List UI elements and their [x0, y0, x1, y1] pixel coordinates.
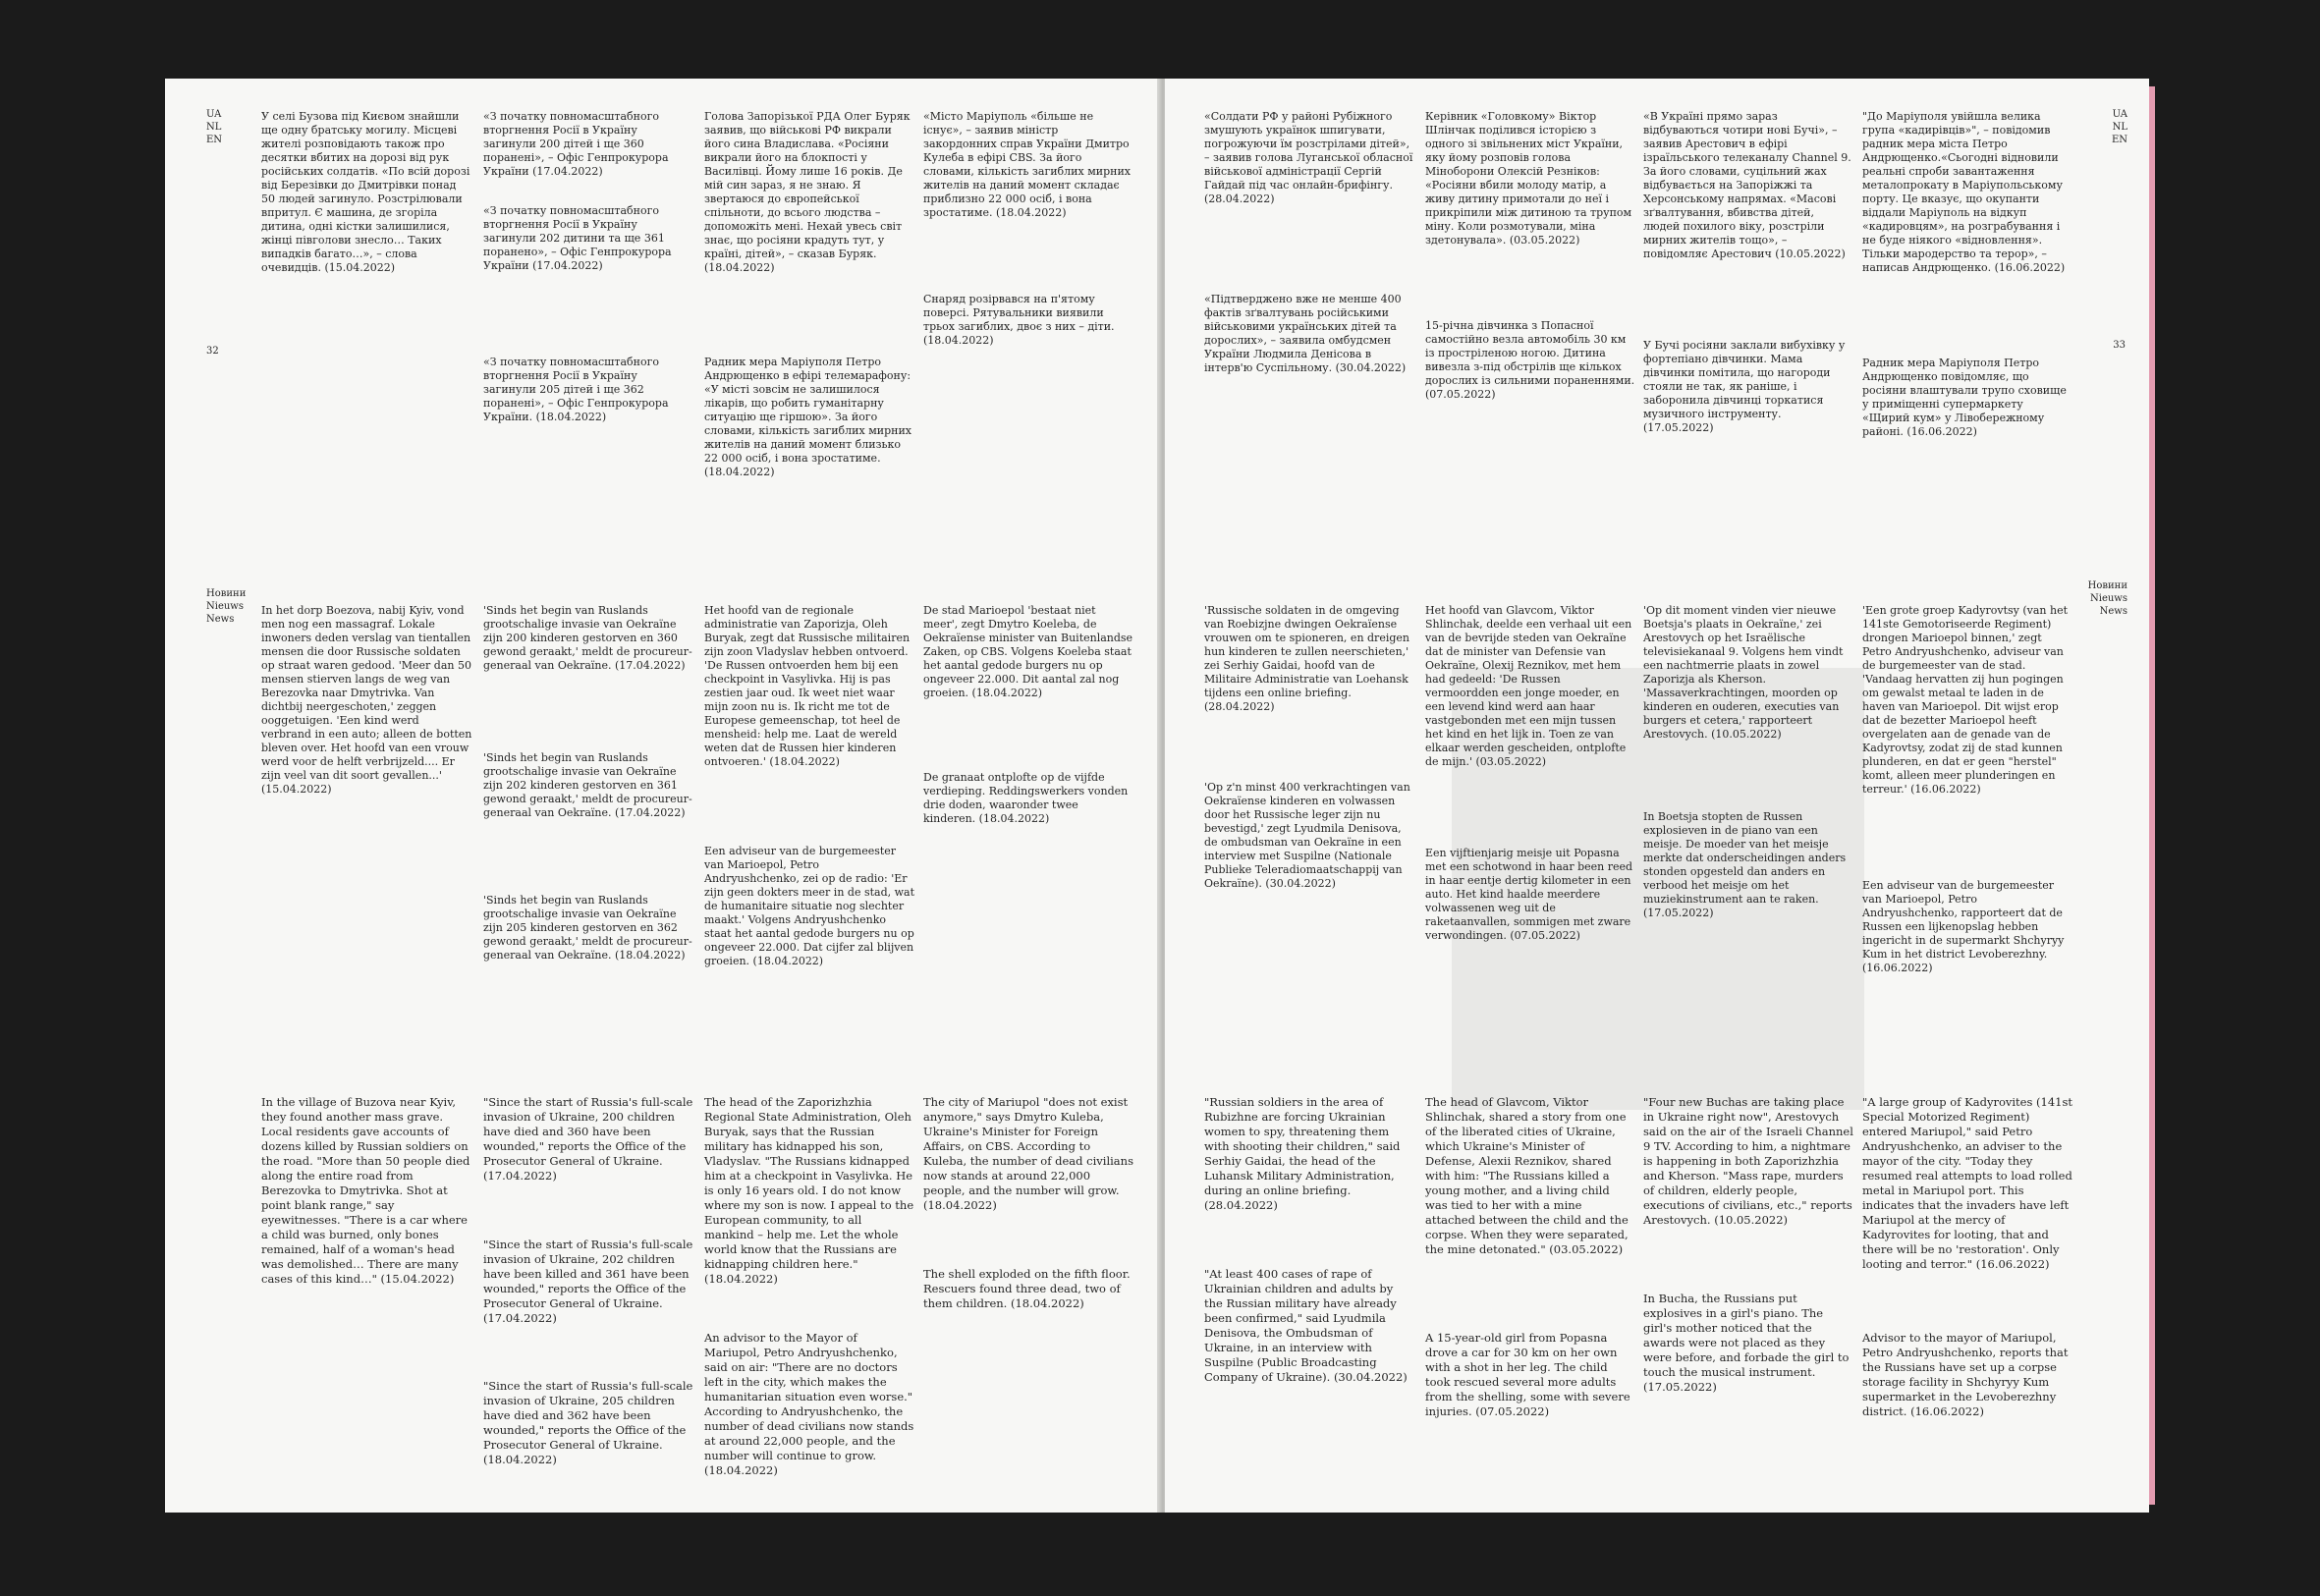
news-item-nl: 'Sinds het begin van Ruslands grootschalige invasie van Oekraïne zijn 205 kinderen gestorven en 362 gewond geraakt,' meldt de procureur-generaal van Oekraïne. (18.04.2022) — [483, 894, 692, 962]
news-item-en: "Since the start of Russia's full-scale invasion of Ukraine, 202 children have been killed and 361 have been wounded," reports the Office of the Prosecutor General of Ukraine. (17.04.2022) — [483, 1238, 693, 1325]
nav-lang-nl[interactable]: NL — [206, 122, 222, 133]
section-label-en: News — [2099, 606, 2127, 617]
news-item-nl: 'Russische soldaten in de omgeving van Roebizjne dwingen Oekraïense vrouwen om te spioneren, en dreigen hun kinderen te zullen neerschieten,' zei Serhiy Gaidai, hoofd van de Militaire Administratie van Loehansk tijdens een online briefing. (28.04.2022) — [1204, 604, 1409, 713]
news-item-en: A 15-year-old girl from Popasna drove a car for 30 km on her own with a shot in her leg. The child took rescued several more adults from the shelling, some with severe injuries. (07.05.2022) — [1425, 1331, 1630, 1418]
news-item-nl: De granaat ontplofte op de vijfde verdieping. Reddingswerkers vonden drie doden, waaronder twee kinderen. (18.04.2022) — [923, 771, 1129, 825]
nav-lang-en[interactable]: EN — [2111, 135, 2127, 145]
news-item-ua: Радник мера Маріуполя Петро Андрющенко в ефірі телемарафону: «У місті зовсім не залишилося лікарів, що робить гуманітарну ситуацію ще гіршою». За його словами, кількість загиблих мирних жителів на даний момент близько 22 000 осіб, і вона зростатиме. (18.04.2022) — [704, 356, 911, 478]
news-item-ua: «З початку повномасштабного вторгнення Росії в Україну загинули 202 дитини та ще 361 поранено», – Офіс Генпрокурора України (17.04.2022) — [483, 204, 672, 272]
nav-lang-en[interactable]: EN — [206, 135, 223, 145]
news-item-ua: "До Маріуполя увійшла велика група «кадирівців»", – повідомив радник мера міста Петро Андрющенко.«Сьогодні відновили реальні спроби завантаження металопрокату в Маріупольському порту. Це вказує, що окупанти віддали Маріуполь на відкуп «кадировцям», на розграбування і не буде ніякого «відновлення». Тільки мародерство та терор», – написав Андрющенко. (16.06.2022) — [1862, 110, 2066, 274]
news-item-en: "Russian soldiers in the area of Rubizhne are forcing Ukrainian women to spy, threatening them with shooting their children," said Serhiy Gaidai, the head of the Luhansk Military Administration, during an online briefing. (28.04.2022) — [1204, 1095, 1401, 1212]
news-item-nl: 'Sinds het begin van Ruslands grootschalige invasie van Oekraïne zijn 202 kinderen gestorven en 361 gewond geraakt,' meldt de procureur-generaal van Oekraïne. (17.04.2022) — [483, 751, 692, 819]
news-item-en: The head of Glavcom, Viktor Shlinchak, shared a story from one of the liberated cities of Ukraine, which Ukraine's Minister of Defense, Alexii Reznikov, shared with him: "The Russians killed a young mother, and a living child was tied to her with a mine attached between the child and the corpse. When they were separated, the mine detonated." (03.05.2022) — [1425, 1095, 1629, 1256]
news-item-ua: «З початку повномасштабного вторгнення Росії в Україну загинули 205 дітей і ще 362 поранені», – Офіс Генпрокурора України. (18.04.2022) — [483, 356, 669, 423]
news-item-ua: «Солдати РФ у районі Рубіжного змушують українок шпигувати, погрожуючи їм розстрілами дітей», – заявив голова Луганської обласної військової адміністрації Сергій Гайдай під час онлайн-брифінгу. (28.04.2022) — [1204, 110, 1413, 205]
section-label-nl: Nieuws — [2090, 593, 2127, 604]
page-number: 32 — [206, 346, 219, 357]
news-item-en: In the village of Buzova near Kyiv, they found another mass grave. Local residents gave accounts of dozens killed by Russian soldiers on the road. "More than 50 people died along the entire road from Berezovka to Dmytrivka. Shot at point blank range," say eyewitnesses. "There is a car where a child was burned, only bones remained, half of a woman's head was demolished… There are many cases of this kind…" (15.04.2022) — [261, 1095, 470, 1286]
news-item-ua: «З початку повномасштабного вторгнення Росії в Україну загинули 200 дітей і ще 360 поранені», – Офіс Генпрокурора України (17.04.2022) — [483, 110, 669, 178]
news-item-nl: In het dorp Boezova, nabij Kyiv, vond men nog een massagraf. Lokale inwoners deden verslag van tientallen mensen die door Russische soldaten op straat waren gedood. 'Meer dan 50 mensen stierven langs de weg van Berezovka naar Dmytrivka. Van dichtbij neergeschoten,' zeggen ooggetuigen. 'Een kind werd verbrand in een auto; alleen de botten bleven over. Het hoofd van een vrouw werd voor de helft verbrijzeld.... Er zijn veel van dit soort gevallen...' (15.04.2022) — [261, 604, 472, 796]
news-item-nl: 'Een grote groep Kadyrovtsy (van het 141ste Gemotoriseerde Regiment) drongen Marioepol binnen,' zegt Petro Andryushchenko, adviseur van de burgemeester van de stad. 'Vandaag hervatten zij hun pogingen om gewalst metaal te laden in de haven van Marioepol. Dit wijst erop dat de bezetter Marioepol heeft overgelaten aan de genade van de Kadyrovtsy, zodat zij de stad kunnen plunderen, en dat er geen "herstel" komt, alleen meer plunderingen en terreur.' (16.06.2022) — [1862, 604, 2069, 796]
news-item-ua: 15-річна дівчинка з Попасної самостійно везла автомобіль 30 км із простріленою ногою. Дитина вивезла з-під обстрілів ще кількох дорослих із сильними пораненнями. (07.05.2022) — [1425, 319, 1635, 401]
nav-lang-ua[interactable]: UA — [206, 109, 222, 120]
right-page — [1165, 79, 2149, 1513]
news-item-en: "A large group of Kadyrovites (141st Special Motorized Regiment) entered Mariupol," said Petro Andryushchenko, an adviser to the mayor of the city. "Today they resumed real attempts to load rolled metal in Mariupol port. This indicates that the invaders have left Mariupol at the mercy of Kadyrovites for looting, that and there will be no 'restoration'. Only looting and terror." (16.06.2022) — [1862, 1095, 2072, 1271]
news-item-en: In Bucha, the Russians put explosives in a girl's piano. The girl's mother noticed that the awards were not placed as they were before, and forbade the girl to touch the musical instrument. (17.05.2022) — [1643, 1292, 1850, 1394]
section-nav — [2088, 579, 2127, 618]
news-item-en: Advisor to the mayor of Mariupol, Petro Andryushchenko, reports that the Russians have set up a corpse storage facility in Shchyryy Kum supermarket in the Levoberezhny district. (16.06.2022) — [1862, 1331, 2069, 1418]
news-item-ua: Снаряд розірвався на п'ятому поверсі. Рятувальники виявили трьох загиблих, двоє з них – діти. (18.04.2022) — [923, 293, 1115, 347]
news-item-ua: Керівник «Головкому» Віктор Шлінчак поділився історією з одного зі звільнених міст України, яку йому розповів голова Міноборони Олексій Резніков: «Росіяни вбили молоду матір, а живу дитину примотали до неї і прикріпили між дитиною та трупом міну. Коли розмотували, міна здетонувала». (03.05.2022) — [1425, 110, 1632, 247]
section-label-en: News — [206, 614, 235, 625]
page-number: 33 — [2113, 340, 2126, 351]
news-item-en: "Four new Buchas are taking place in Ukraine right now", Arestovych said on the air of the Israeli Channel 9 TV. According to him, a nightmare is happening in both Zaporizhzhia and Kherson. "Mass rape, murders of children, elderly people, executions of civilians, etc.," reports Arestovych. (10.05.2022) — [1643, 1095, 1853, 1227]
page-edge-accent — [2149, 86, 2155, 1505]
nav-lang-nl[interactable]: NL — [2112, 122, 2127, 133]
news-item-nl: 'Sinds het begin van Ruslands grootschalige invasie van Oekraïne zijn 200 kinderen gestorven en 360 gewond geraakt,' meldt de procureur-generaal van Oekraïne. (17.04.2022) — [483, 604, 692, 672]
nav-lang-ua[interactable]: UA — [2112, 109, 2127, 120]
news-item-ua: «В Україні прямо зараз відбуваються чотири нові Бучі», – заявив Арестович в ефірі ізраїльського телеканалу Channel 9. За його словами, суцільний жах відбувається на Запоріжжі та Херсонському напрямах. «Масові зґвалтування, вбивства дітей, людей похилого віку, розстріли мирних жителів тощо», – повідомляє Арестович (10.05.2022) — [1643, 110, 1851, 260]
news-item-nl: Een adviseur van de burgemeester van Marioepol, Petro Andryushchenko, rapporteert dat de Russen een lijkenopslag hebben ingericht in de supermarkt Shchyryy Kum in het district Levoberezhny. (16.06.2022) — [1862, 879, 2065, 974]
news-item-ua: Голова Запорізької РДА Олег Буряк заявив, що військові РФ викрали його сина Владислава. «Росіяни викрали його на блокпості у Василівці. Йому лише 16 років. Де мій син зараз, я не знаю. Я звертаюся до європейської спільноти, до всього людства – допоможіть мені. Нехай увесь світ знає, що росіяни крадуть тут, у країні, дітей», – сказав Буряк. (18.04.2022) — [704, 110, 911, 274]
news-item-nl: 'Op dit moment vinden vier nieuwe Boetsja's plaats in Oekraïne,' zei Arestovych op het Israëlische televisiekanaal 9. Volgens hem vindt een nachtmerrie plaats in zowel Zaporizja als Kherson. 'Massaverkrachtingen, moorden op kinderen en ouderen, executies van burgers et cetera,' rapporteert Arestovych. (10.05.2022) — [1643, 604, 1844, 741]
news-item-en: "Since the start of Russia's full-scale invasion of Ukraine, 205 children have died and 362 have been wounded," reports the Office of the Prosecutor General of Ukraine. (18.04.2022) — [483, 1379, 693, 1466]
news-item-nl: Een adviseur van de burgemeester van Marioepol, Petro Andryushchenko, zei op de radio: 'Er zijn geen dokters meer in de stad, wat de humanitaire situatie nog slechter maakt.' Volgens Andryushchenko staat het aantal gedode burgers nu op ongeveer 22.000. Dat cijfer zal blijven groeien. (18.04.2022) — [704, 845, 915, 967]
news-item-en: "At least 400 cases of rape of Ukrainian children and adults by the Russian military have already been confirmed," said Lyudmila Denisova, the Ombudsman of Ukraine, in an interview with Suspilne (Public Broadcasting Company of Ukraine). (30.04.2022) — [1204, 1267, 1408, 1384]
news-item-en: The shell exploded on the fifth floor. Rescuers found three dead, two of them children. (18.04.2022) — [923, 1267, 1131, 1310]
news-item-ua: Радник мера Маріуполя Петро Андрющенко повідомляє, що росіяни влаштували трупо сховище у приміщенні супермаркету «Щирий кум» у Лівобережному районі. (16.06.2022) — [1862, 357, 2067, 438]
news-item-nl: Het hoofd van de regionale administratie van Zaporizja, Oleh Buryak, zegt dat Russische militairen zijn zoon Vladyslav hebben ontvoerd. 'De Russen ontvoerden hem bij een checkpoint in Vasylivka. Hij is pas zestien jaar oud. Ik weet niet waar mijn zoon nu is. Ik richt me tot de Europese gemeenschap, tot heel de mensheid: help me. Laat de wereld weten dat de Russen hier kinderen ontvoeren.' (18.04.2022) — [704, 604, 911, 768]
news-item-nl: 'Op z'n minst 400 verkrachtingen van Oekraïense kinderen en volwassen door het Russische leger zijn nu bevestigd,' zegt Lyudmila Denisova, de ombudsman van Oekraïne in een interview met Suspilne (Nationale Publieke Teleradiomaatschappij van Oekraïne). (30.04.2022) — [1204, 781, 1410, 890]
news-item-nl: De stad Marioepol 'bestaat niet meer', zegt Dmytro Koeleba, de Oekraïense minister van Buitenlandse Zaken, op CBS. Volgens Koeleba staat het aantal gedode burgers nu op ongeveer 22.000. Dit aantal zal nog groeien. (18.04.2022) — [923, 604, 1133, 699]
news-item-ua: У селі Бузова під Києвом знайшли ще одну братську могилу. Місцеві жителі розповідають також про десятки вбитих на дорозі від рук російських солдатів. «По всій дорозі від Березівки до Дмитрівки понад 50 людей загинуло. Розстрілювали впритул. Є машина, де згоріла дитина, одні кістки залишилися, жінці півголови знесло… Таких випадків багато…», – слова очевидців. (15.04.2022) — [261, 110, 470, 274]
section-label-ua: Новини — [2087, 580, 2127, 591]
section-nav — [206, 587, 246, 626]
news-item-nl: Een vijftienjarig meisje uit Popasna met een schotwond in haar been reed in haar eentje dertig kilometer in een auto. Het kind haalde meerdere volwassenen weg uit de raketaanvallen, sommigen met zware verwondingen. (07.05.2022) — [1425, 847, 1633, 942]
section-label-ua: Новини — [206, 588, 247, 599]
news-item-nl: In Boetsja stopten de Russen explosieven in de piano van een meisje. De moeder van het meisje merkte dat onderscheidingen anders stonden opgesteld dan anders en verbood het meisje om het muziekinstrument aan te raken. (17.05.2022) — [1643, 810, 1847, 919]
news-item-ua: «Місто Маріуполь «більше не існує», – заявив міністр закордонних справ України Дмитро Кулеба в ефірі CBS. За його словами, кількість загиблих мирних жителів на даний момент складає приблизно 22 000 осіб, і вона зростатиме. (18.04.2022) — [923, 110, 1131, 219]
news-item-ua: У Бучі росіяни заклали вибухівку у фортепіано дівчинки. Мама дівчинки помітила, що нагороди стояли не так, як раніше, і заборонила дівчинці торкатися музичного інструменту. (17.05.2022) — [1643, 339, 1846, 434]
section-label-nl: Nieuws — [206, 601, 244, 612]
news-item-en: "Since the start of Russia's full-scale invasion of Ukraine, 200 children have died and 360 have been wounded," reports the Office of the Prosecutor General of Ukraine. (17.04.2022) — [483, 1095, 693, 1183]
news-item-nl: Het hoofd van Glavcom, Viktor Shlinchak, deelde een verhaal uit een van de bevrijde steden van Oekraïne dat de minister van Defensie van Oekraïne, Olexij Reznikov, met hem had gedeeld: 'De Russen vermoordden een jonge moeder, en een levend kind werd aan haar vastgebonden met een mijn tussen het kind en het lijk in. Toen ze van elkaar werden gescheiden, ontplofte de mijn.' (03.05.2022) — [1425, 604, 1632, 768]
news-item-en: The city of Mariupol "does not exist anymore," says Dmytro Kuleba, Ukraine's Minister for Foreign Affairs, on CBS. According to Kuleba, the number of dead civilians now stands at around 22,000 people, and the number will grow. (18.04.2022) — [923, 1095, 1133, 1212]
language-nav — [2112, 108, 2127, 146]
news-item-en: The head of the Zaporizhzhia Regional State Administration, Oleh Buryak, says that the Russian military has kidnapped his son, Vladyslav. "The Russians kidnapped him at a checkpoint in Vasylivka. He is only 16 years old. I do not know where my son is now. I appeal to the European community, to all mankind – help me. Let the whole world know that the Russians are kidnapping children here." (18.04.2022) — [704, 1095, 914, 1286]
language-nav — [206, 108, 222, 146]
news-item-ua: «Підтверджено вже не менше 400 фактів зґвалтувань російськими військовими українських дітей та дорослих», – заявила омбудсмен України Людмила Денісова в інтерв'ю Суспільному. (30.04.2022) — [1204, 293, 1407, 374]
left-page — [165, 79, 1160, 1513]
news-item-en: An advisor to the Mayor of Mariupol, Petro Andryushchenko, said on air: "There are no doctors left in the city, which makes the humanitarian situation even worse." According to Andryushchenko, the number of dead civilians now stands at around 22,000 people, and the number will continue to grow. (18.04.2022) — [704, 1331, 914, 1477]
